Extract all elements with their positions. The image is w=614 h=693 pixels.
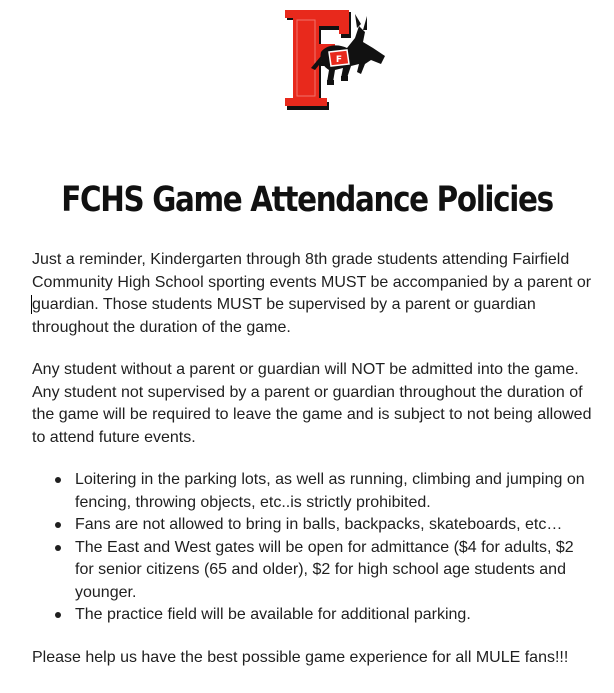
policy-content: [32, 249, 592, 669]
blanket-letter: F: [335, 55, 343, 65]
intro-paragraph: Just a reminder, Kindergarten through 8th grade students attending Fairfield Community High School sporting events MUST be accompanied by a parent or guardian. Those students MUST be supervised by a parent or guardian throughout the duration of the game.: [32, 251, 592, 336]
fchs-mule-logo: [281, 8, 389, 112]
page-title: FCHS Game Attendance Policies: [61, 180, 553, 220]
list-item: The East and West gates will be open for admittance ($4 for adults, $2 for senior citizens (65 and older), $2 for high school age students and younger.: [32, 537, 592, 605]
list-item: The practice field will be available for additional parking.: [32, 604, 592, 627]
admission-paragraph: Any student without a parent or guardian will NOT be admitted into the game. Any student not supervised by a parent or guardian throughout the duration of the game will be required to leave the game and is subject to not being allowed to attend future events.: [32, 361, 592, 446]
list-item: Fans are not allowed to bring in balls, backpacks, skateboards, etc…: [32, 514, 592, 537]
closing-paragraph: Please help us have the best possible game experience for all MULE fans!!!: [32, 648, 569, 666]
list-item: Loitering in the parking lots, as well as running, climbing and jumping on fencing, throwing objects, etc..is strictly prohibited.: [32, 469, 592, 514]
rules-list: [32, 469, 592, 627]
